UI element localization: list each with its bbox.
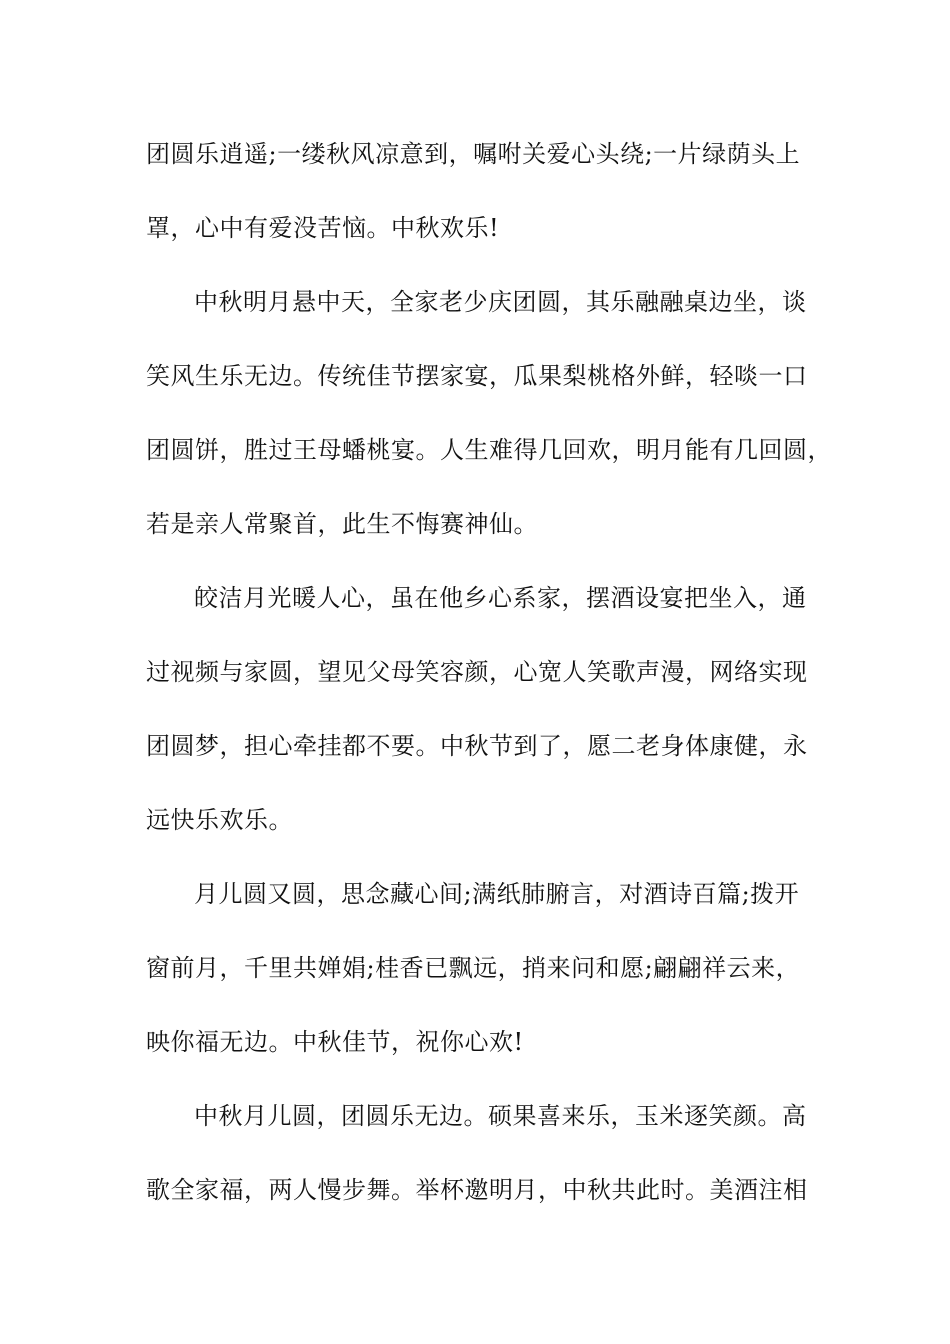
text-line: 团圆乐逍遥;一缕秋风凉意到，嘱咐关爱心头绕;一片绿荫头上 xyxy=(146,140,801,168)
paragraph-start-line: 皎洁月光暖人心，虽在他乡心系家，摆酒设宴把坐入，通 xyxy=(194,584,807,612)
text-line: 笑风生乐无边。传统佳节摆家宴，瓜果梨桃格外鲜，轻啖一口 xyxy=(146,362,808,390)
text-line: 窗前月，千里共婵娟;桂香已飘远，捎来问和愿;翩翩祥云来， xyxy=(146,954,801,982)
text-line: 远快乐欢乐。 xyxy=(146,806,293,834)
text-line: 若是亲人常聚首，此生不悔赛神仙。 xyxy=(146,510,538,538)
document-body xyxy=(146,130,832,1240)
text-line: 过视频与家圆，望见父母笑容颜，心宽人笑歌声漫，网络实现 xyxy=(146,658,808,686)
text-line: 映你福无边。中秋佳节，祝你心欢! xyxy=(146,1028,524,1056)
paragraph-start-line: 中秋月儿圆，团圆乐无边。硕果喜来乐，玉米逐笑颜。高 xyxy=(194,1102,807,1130)
text-line: 团圆梦，担心牵挂都不要。中秋节到了，愿二老身体康健，永 xyxy=(146,732,808,760)
text-line: 团圆饼，胜过王母蟠桃宴。人生难得几回欢，明月能有几回圆， xyxy=(146,436,832,464)
text-line: 歌全家福，两人慢步舞。举杯邀明月，中秋共此时。美酒注相 xyxy=(146,1176,808,1204)
paragraph-start-line: 月儿圆又圆，思念藏心间;满纸肺腑言，对酒诗百篇;拨开 xyxy=(194,880,800,908)
paragraph-start-line: 中秋明月悬中天，全家老少庆团圆，其乐融融桌边坐，谈 xyxy=(194,288,807,316)
text-line: 罩，心中有爱没苦恼。中秋欢乐! xyxy=(146,214,500,242)
